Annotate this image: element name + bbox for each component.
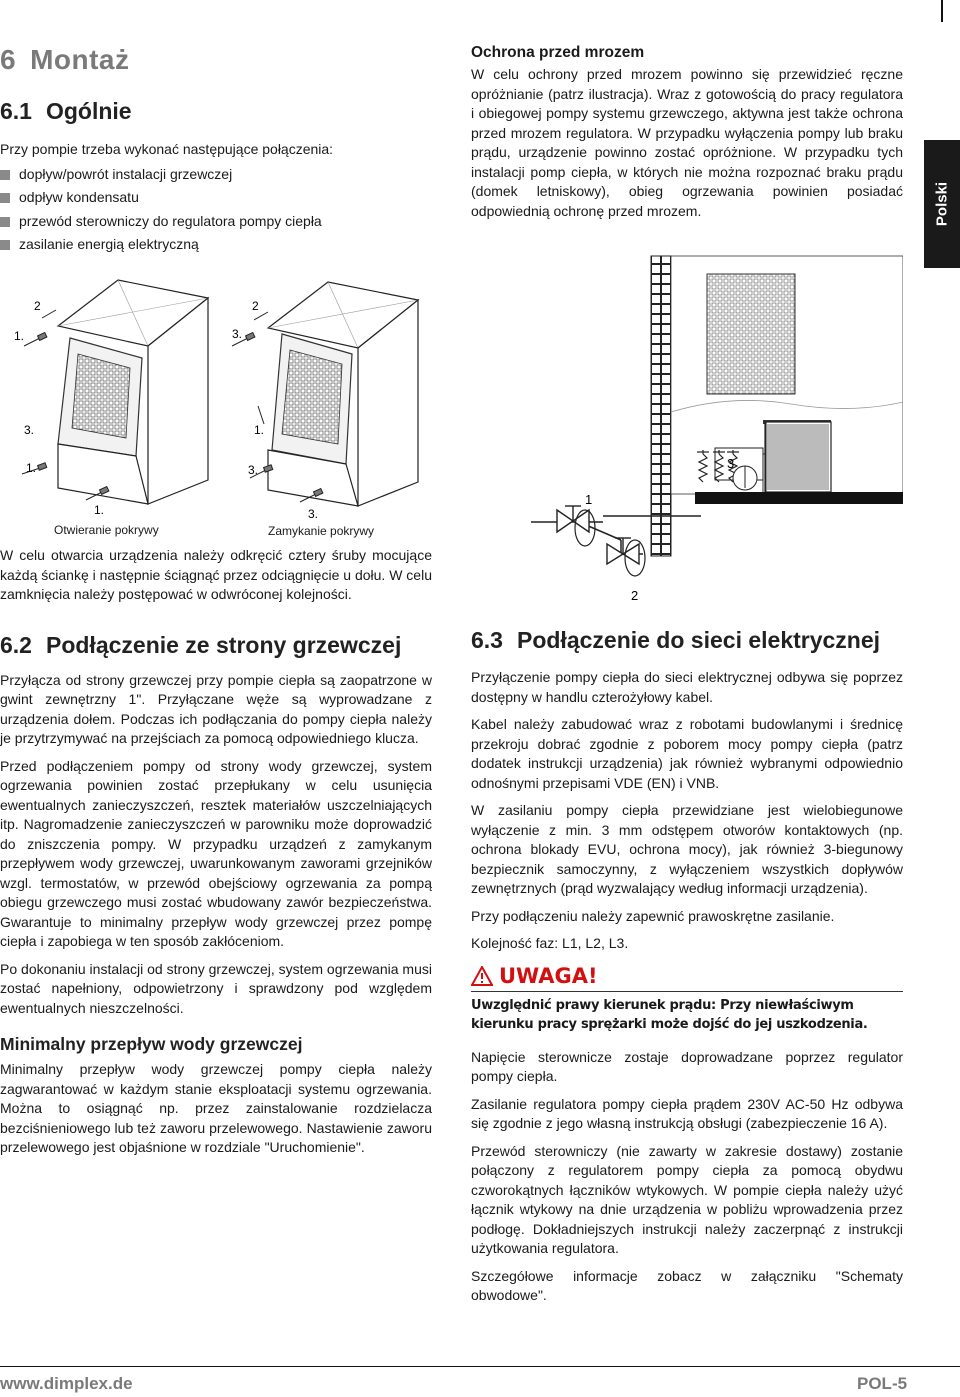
callout-label: 2 xyxy=(252,299,259,313)
section-63-paragraph: W zasilaniu pompy ciepła przewidziane jest wielobiegunowe wyłączenie z min. 3 mm odstępem otworów kontaktowych (np. ochrona blokady EVU, ochrona mocy), jak również 3-biegunowy bezpiecznik samoczynny, z wyłączeniem wszystkich dopływów zewnętrznych (prąd wyzwalający według informacji urządzenia). xyxy=(471,802,903,896)
section-62-block xyxy=(0,546,432,1158)
list-item: zasilanie energią elektryczną xyxy=(0,233,432,257)
section-62-heading xyxy=(0,629,432,661)
wall-drawing xyxy=(651,256,671,556)
caption-open: Otwieranie pokrywy xyxy=(54,523,159,537)
warning-text: Uwzględnić prawy kierunek prądu: Przy niewłaściwym kierunku pracy sprężarki może dojść do jej uszkodzenia. xyxy=(471,997,868,1032)
callout-label: 3. xyxy=(308,507,319,521)
section-63-block xyxy=(471,624,903,1306)
bullet-square-icon xyxy=(0,170,10,180)
base-plate xyxy=(695,492,903,504)
section-62-paragraph: Przed podłączeniem pompy od strony wody grzewczej, system ogrzewania powinien zostać przepłukany w celu usunięcia ewentualnych zanieczyszczeń, resztek materiałów uszczelniających itp. Nagromadzenie zanieczyszczeń w parowniku może doprowadzić do zniszczenia pompy. W przypadku urządzeń z zamykanym przepływem wody grzewczej, uwarunkowanym zaworami grzejników wzgl. termostatów, w przewód obejściowy ogrzewania za pompą obiegu grzewczego musi zostać wbudowany zawór bezpieczeństwa. Gwarantuje to minimalny przepływ wody grzewczej przez pompę ciepła i zapobiega w ten sposób zakłóceniom. xyxy=(0,757,432,949)
section-61-body xyxy=(0,140,432,257)
min-flow-text: Minimalny przepływ wody grzewczej pompy ciepła należy zagwarantować w każdym stanie eksploatacji systemu ogrzewania. Można to osiągnąć np. przez zainstalowanie rozdzielacza bezciśnieniowego lub też zaworu przelewowego. Nastawienie zaworu przelewowego jest objaśnione w rozdziale "Uruchomienie". xyxy=(0,1061,432,1155)
cover-instructions: W celu otwarcia urządzenia należy odkręcić cztery śruby mocujące każdą ściankę i następnie ściągnąć przez odciągnięcie u dołu. W celu zamknięcia należy postępować w odwróconej kolejności. xyxy=(0,547,432,602)
section-63-number: 6.3 xyxy=(471,627,503,653)
frost-diagram xyxy=(471,254,903,614)
frost-figure xyxy=(471,254,903,614)
section-63-paragraph: Kolejność faz: L1, L2, L3. xyxy=(471,935,629,951)
chapter-title xyxy=(0,44,130,76)
section-62-paragraph: Przyłącza od strony grzewczej przy pompie ciepła są zaopatrzone w gwint zewnętrzny 1". Przyłączane węże są wyprowadzane z urządzenia dołem. Podczas ich podłączania do pompy ciepła należy je przytrzymywać na przejściach za pomocą odpowiedniego klucza. xyxy=(0,671,432,746)
section-63-paragraph: Przewód sterowniczy (nie zawarty w zakresie dostawy) zostanie połączony z regulatorem pompy ciepła za pomocą obydwu czworokątnych łączników wtykowych. W pompie ciepła należy użyć łącznik wtykowy na dnie urządzenia w pobliżu wprowadzenia przez podłogę. Dokładniejszych instrukcji należy zaczerpnąć z instrukcji użytkowania regulatora. xyxy=(471,1142,903,1256)
tank-drawing xyxy=(767,424,829,490)
callout-label: 3. xyxy=(232,327,243,341)
callout-label: 3. xyxy=(248,463,259,477)
callout-label: 2 xyxy=(34,299,41,313)
section-62-number: 6.2 xyxy=(0,631,32,658)
min-flow-heading: Minimalny przepływ wody grzewczej xyxy=(0,1034,303,1054)
list-item: odpływ kondensatu xyxy=(0,186,432,210)
warning-triangle-icon xyxy=(471,966,493,986)
callout-label: 2 xyxy=(631,588,639,603)
warning-title: UWAGA! xyxy=(499,963,598,988)
section-62-title: Podłączenie ze strony grzewczej xyxy=(45,631,402,658)
section-61-number: 6.1 xyxy=(0,98,32,124)
top-edge-line xyxy=(941,0,943,22)
unit-open-drawing xyxy=(58,280,208,504)
bullet-square-icon xyxy=(0,217,10,227)
list-item: przewód sterowniczy do regulatora pompy ciepła xyxy=(0,210,432,234)
callout-label: 1 xyxy=(585,492,593,507)
warning-heading xyxy=(471,964,903,988)
section-63-paragraph: Szczegółowe informacje zobacz w załączniku "Schematy obwodowe". xyxy=(471,1267,903,1303)
warning-divider xyxy=(471,991,903,992)
callout-label: 1. xyxy=(14,329,25,343)
connection-list xyxy=(0,163,432,257)
warning-box xyxy=(471,964,903,1034)
section-61-title: Ogólnie xyxy=(45,98,132,124)
frost-protection-title: Ochrona przed mrozem xyxy=(471,44,645,61)
callout-label: 1. xyxy=(26,461,37,475)
unit-close-drawing xyxy=(268,282,418,506)
section-63-paragraph: Kabel należy zabudować wraz z robotami budowlanymi i średnicę przekroju dobrać zgodnie z poborem mocy pompy ciepła (patrz dodatek instrukcji urządzenia) jak również wybranymi odpowiednio odnośnymi przepisami VDE (EN) i VNB. xyxy=(471,716,903,791)
section-63-heading xyxy=(471,624,903,656)
chapter-number: 6 xyxy=(0,44,17,75)
chapter-title-text: Montaż xyxy=(30,44,130,75)
cover-diagram xyxy=(0,268,432,540)
section-63-paragraph: Przy podłączeniu należy zapewnić prawoskrętne zasilanie. xyxy=(471,907,835,924)
footer-website: www.dimplex.de xyxy=(0,1374,133,1393)
callout-label: 3 xyxy=(727,456,735,471)
section-63-paragraph: Zasilanie regulatora pompy ciepła prądem 230V AC-50 Hz odbywa się zgodnie z jego własną instrukcją obsługi (zabezpieczenie 16 A). xyxy=(471,1095,903,1131)
page-number: POL-5 xyxy=(857,1374,908,1393)
evaporator-grille xyxy=(707,274,795,394)
section-63-title: Podłączenie do sieci elektrycznej xyxy=(516,627,881,653)
list-item: dopływ/powrót instalacji grzewczej xyxy=(0,163,432,187)
valve-1-icon xyxy=(557,506,595,546)
section-61-intro: Przy pompie trzeba wykonać następujące połączenia: xyxy=(0,141,334,157)
frost-protection-text: W celu ochrony przed mrozem powinno się przewidzieć ręczne opróżnianie (patrz ilustracja). Wraz z gotowością do pracy regulatora i obiegowej pompy systemu grzewczego, aktywna jest także ochrona przed mrozem regulatora. W przypadku wyłączenia pompy lub braku prądu, urządzenie powinno zostać opróżnione. W przypadku tych instalacji pomp ciepła, w których nie można rozpoznać braku prądu (domek letniskowy), obieg ogrzewania powinien posiadać odpowiednią ochronę przed mrozem. xyxy=(471,66,903,219)
cover-figure xyxy=(0,268,432,540)
valve-2-icon xyxy=(607,538,645,576)
section-63-paragraph: Przyłączenie pompy ciepła do sieci elektrycznej odbywa się poprzez dostępny w handlu czterożyłowy kabel. xyxy=(471,669,903,705)
section-62-paragraph: Po dokonaniu instalacji od strony grzewczej, system ogrzewania musi zostać napełniony, odpowietrzony i sprawdzony pod względem ewentualnych nieszczelności. xyxy=(0,960,432,1016)
language-tab-label: Polski xyxy=(933,181,951,227)
footer-divider xyxy=(0,1366,960,1367)
language-tab xyxy=(924,140,960,268)
frost-protection-block xyxy=(471,44,903,221)
section-61-heading xyxy=(0,98,132,125)
callout-label: 1. xyxy=(254,423,265,437)
bullet-square-icon xyxy=(0,193,10,203)
callout-label: 3. xyxy=(24,423,35,437)
callout-label: 1. xyxy=(94,503,105,517)
bullet-square-icon xyxy=(0,240,10,250)
caption-close: Zamykanie pokrywy xyxy=(268,524,375,538)
section-63-paragraph: Napięcie sterownicze zostaje doprowadzane poprzez regulator pompy ciepła. xyxy=(471,1048,903,1084)
